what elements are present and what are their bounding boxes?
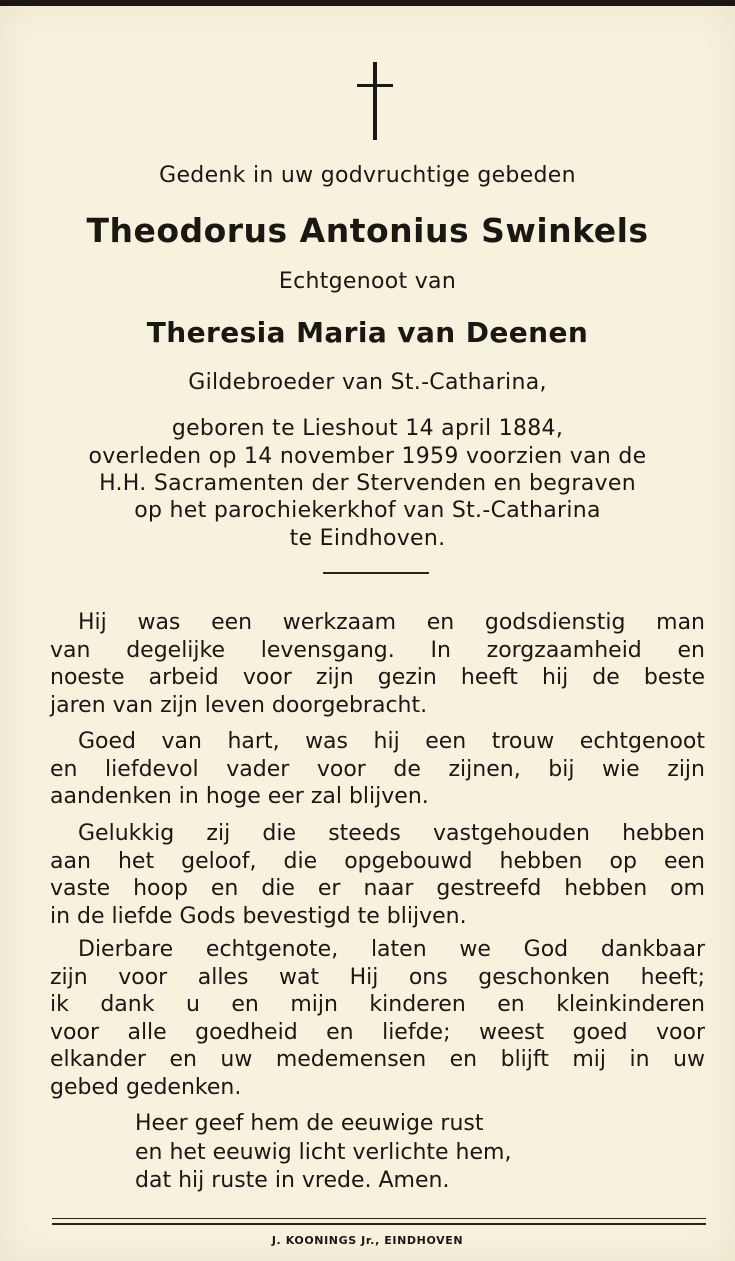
prayer-line: dat hij ruste in vrede. Amen. (135, 1168, 450, 1193)
memorial-card (0, 6, 735, 1261)
paragraph-line: Dierbare echtgenote, laten we God dankbaar (78, 937, 705, 962)
paragraph-farewell (50, 936, 705, 1101)
paragraph-faith (50, 820, 705, 930)
paragraph-character (50, 609, 705, 719)
paragraph-heart (50, 728, 705, 811)
paragraph-line: Gelukkig zij die steeds vastgehouden hebben (78, 821, 705, 846)
paragraph-line: Hij was een werkzaam en godsdienstig man (78, 610, 705, 635)
spouse-name: Theresia Maria van Deenen (146, 316, 589, 349)
paragraph-line: aandenken in hoge eer zal blijven. (50, 784, 429, 809)
paragraph-line: zijn voor alles wat Hij ons geschonken heeft; (50, 964, 705, 990)
burial-line: op het parochiekerkhof van St.-Catharina (134, 498, 601, 523)
paragraph-line: van degelijke levensgang. In zorgzaamheid en (50, 637, 705, 663)
paragraph-line: voor alle goedheid en liefde; weest goed voor (50, 1019, 705, 1045)
paragraph-line: en liefdevol vader voor de zijnen, bij wie zijn (50, 756, 705, 782)
paragraph-line: jaren van zijn leven doorgebracht. (50, 692, 428, 718)
prayer-line: en het eeuwig licht verlichte hem, (135, 1139, 512, 1165)
footer-rule (52, 1223, 706, 1225)
paragraph-line: vaste hoop en die er naar gestreefd hebben om (50, 876, 705, 901)
footer-rule (52, 1218, 706, 1219)
death-line: overleden op 14 november 1959 voorzien van de (88, 444, 647, 469)
prayer-line: Heer geef hem de eeuwige rust (135, 1111, 484, 1136)
divider (323, 572, 429, 574)
deceased-name: Theodorus Antonius Swinkels (86, 211, 649, 250)
paragraph-line: aan het geloof, die opgebouwd hebben op een (50, 848, 705, 874)
paragraph-line: in de liefde Gods bevestigd te blijven. (50, 903, 467, 929)
paragraph-line: Goed van hart, was hij een trouw echtgenoot (78, 729, 705, 754)
sacraments-line: H.H. Sacramenten der Stervenden en begraven (99, 471, 636, 496)
paragraph-line: gebed gedenken. (50, 1074, 242, 1100)
relation-text: Echtgenoot van (278, 269, 457, 294)
paragraph-line: noeste arbeid voor zijn gezin heeft hij de beste (50, 665, 705, 690)
paragraph-line: ik dank u en mijn kinderen en kleinkinderen (50, 992, 705, 1017)
birth-line: geboren te Lieshout 14 april 1884, (171, 416, 564, 441)
cross-icon (357, 62, 393, 140)
closing-prayer (135, 1110, 655, 1196)
printer-credit: J. KOONINGS Jr., EINDHOVEN (271, 1234, 464, 1247)
burial-place-line: te Eindhoven. (289, 526, 446, 551)
intro-text: Gedenk in uw godvruchtige gebeden (159, 163, 576, 188)
paragraph-line: elkander en uw medemensen en blijft mij in uw (50, 1047, 705, 1072)
guild-text: Gildebroeder van St.-Catharina, (188, 370, 547, 395)
